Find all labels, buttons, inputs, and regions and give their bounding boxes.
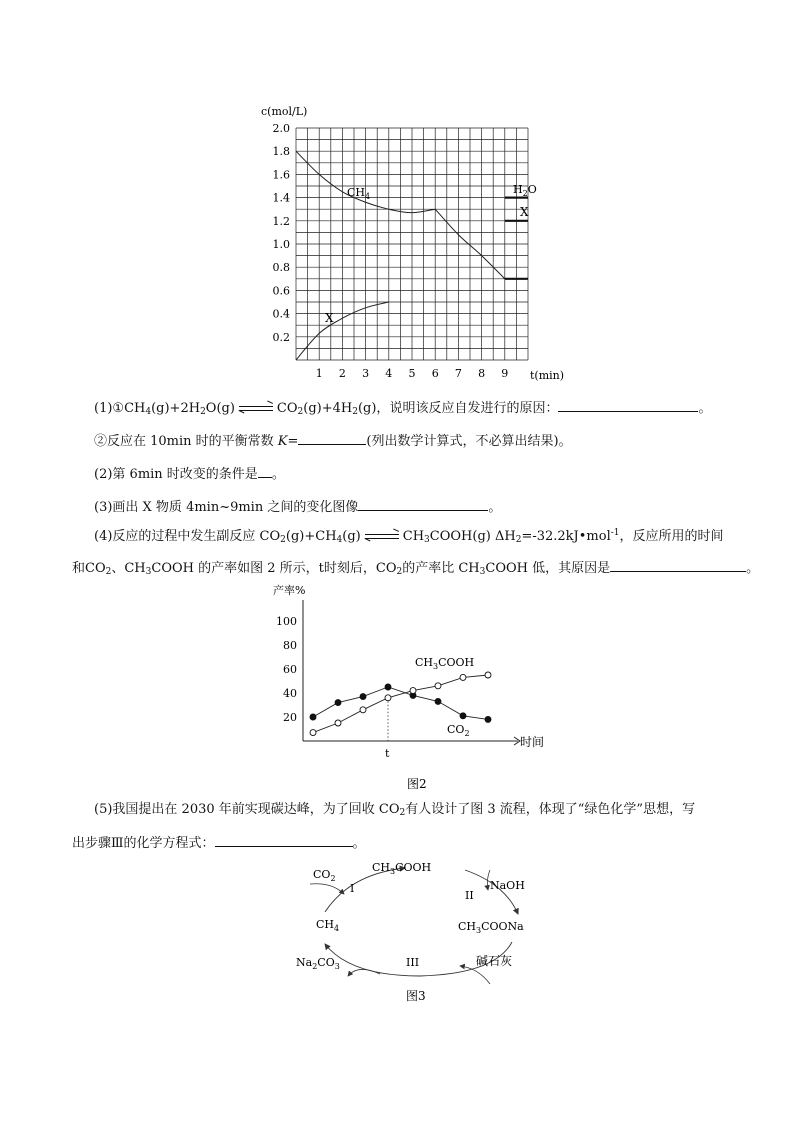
co2-point	[435, 698, 441, 704]
x-tick-label: 6	[431, 367, 439, 380]
x2-label: X	[520, 205, 529, 219]
figure1-x-tick-labels	[316, 367, 509, 380]
naoh-node: NaOH	[490, 879, 525, 892]
question-4-line1: (4)反应的过程中发生副反应 $CO_2(g)+CH_4(g)$ $CH_3COOH(g)$ $\Delta H_2=-32.2kJ•mol^{-1}$，反应所用的时间	[94, 528, 724, 545]
figure1-y-axis-label: c(mol/L)	[261, 105, 308, 118]
y-tick-label: 1.4	[272, 191, 290, 205]
figure3-caption: 图3	[406, 989, 426, 1003]
figure1-y-tick-labels	[273, 122, 291, 344]
x-label: X	[325, 311, 334, 325]
y-tick-label: 60	[283, 663, 297, 676]
x-tick-label: 2	[338, 367, 346, 380]
ch4-node: $CH_4$	[316, 918, 340, 933]
answer-blank-2[interactable]	[258, 463, 272, 478]
x-tick-label: 7	[454, 367, 462, 380]
y-tick-label: 80	[283, 639, 297, 652]
figure1-concentration-chart	[255, 98, 565, 388]
ch3coona-node: $CH_3COONa$	[458, 920, 524, 935]
y-tick-label: 2.0	[272, 122, 290, 135]
question-5-line1: (5)我国提出在 2030 年前实现碳达峰，为了回收 $CO_2$有人设计了图 3 流程，体现了“绿色化学”思想，写	[94, 802, 696, 818]
x-tick-label: 9	[501, 367, 509, 380]
y-tick-label: 0.6	[272, 284, 290, 298]
y-tick-label: 1.2	[272, 214, 290, 228]
ch3cooh-label: $CH_3COOH$	[415, 656, 475, 671]
question-3: (3)画出 X 物质 4min~9min 之间的变化图像 。	[94, 496, 501, 518]
question-2: (2)第 6min 时改变的条件是 。	[94, 463, 285, 485]
x-tick-label: 4	[385, 367, 393, 380]
ch3cooh-node: $CH_3COOH$	[372, 861, 432, 876]
ch3cooh-point	[310, 730, 316, 736]
figure3-cycle-diagram	[280, 852, 550, 1012]
t-marker-label: t	[385, 747, 390, 760]
ch3cooh-point	[385, 695, 391, 701]
y-tick-label: 0.4	[272, 307, 290, 321]
y-tick-label: 1.0	[272, 238, 290, 251]
figure2-x-axis-label: 时间	[520, 735, 545, 749]
y-tick-label: 0.8	[272, 261, 290, 275]
ch3cooh-point	[460, 674, 466, 680]
equilibrium-arrow-icon	[365, 532, 399, 542]
ch3cooh-point	[360, 707, 366, 713]
question-5-line2: 出步骤Ⅲ的化学方程式： 。	[72, 832, 366, 854]
ch3cooh-point	[485, 672, 491, 678]
equilibrium-arrow-icon	[239, 404, 273, 414]
co2-node: $CO_2$	[313, 868, 336, 883]
question-1a: $(1)①CH_4(g)+2H_2O(g)$ $CO_2(g)+4H_2(g)$，说明该反应自发进行的原因： 。	[94, 397, 711, 419]
ch3cooh-point	[410, 688, 416, 694]
figure2-y-axis-label: 产率%	[273, 584, 306, 597]
h2o-label: $H_2O$	[513, 183, 537, 198]
step2-label: II	[465, 889, 474, 902]
co2-input-arrow	[310, 884, 344, 894]
lime-node: 碱石灰	[476, 954, 513, 968]
answer-blank-1a[interactable]	[558, 397, 698, 412]
ch3cooh-point	[435, 683, 441, 689]
answer-blank-5[interactable]	[215, 832, 353, 847]
answer-blank-3[interactable]	[358, 496, 488, 511]
y-tick-label: 1.8	[272, 145, 290, 159]
y-tick-label: 40	[283, 687, 297, 700]
co2-point	[385, 684, 391, 690]
figure2-caption: 图2	[407, 777, 427, 791]
co2-point	[485, 716, 491, 722]
figure2-y-tick-labels	[276, 615, 297, 724]
y-tick-label: 100	[276, 615, 297, 628]
y-tick-label: 20	[283, 711, 297, 724]
x-tick-label: 5	[408, 367, 416, 380]
co2-point	[335, 700, 341, 706]
x-tick-label: 8	[478, 367, 486, 380]
ch3cooh-point	[335, 720, 341, 726]
figure1-x-axis-label: t(min)	[530, 369, 565, 382]
step1-label: I	[350, 882, 355, 895]
co2-label: $CO_2$	[447, 723, 470, 738]
x-tick-label: 1	[315, 367, 323, 380]
ch4-label: $CH_4$	[347, 186, 371, 201]
na2co3-output-arrow	[348, 969, 380, 976]
y-tick-label: 0.2	[272, 330, 290, 344]
na2co3-node: $Na_2CO_3$	[296, 956, 340, 971]
step3-label: III	[406, 956, 420, 969]
co2-point	[310, 714, 316, 720]
x-tick-label: 3	[362, 367, 370, 380]
question-4-line2: 和$CO_2$、$CH_3COOH$ 的产率如图 2 所示，t时刻后，$CO_2$的产率比 $CH_3COOH$ 低，其原因是 。	[72, 557, 759, 579]
co2-point	[360, 694, 366, 700]
y-tick-label: 1.6	[272, 168, 290, 182]
co2-point	[460, 713, 466, 719]
figure2-yield-chart	[270, 578, 570, 798]
answer-blank-4[interactable]	[610, 557, 746, 572]
question-1b: ②反应在 10min 时的平衡常数 K= (列出数学计算式，不必算出结果)。	[94, 430, 572, 452]
answer-blank-1b[interactable]	[298, 430, 366, 445]
